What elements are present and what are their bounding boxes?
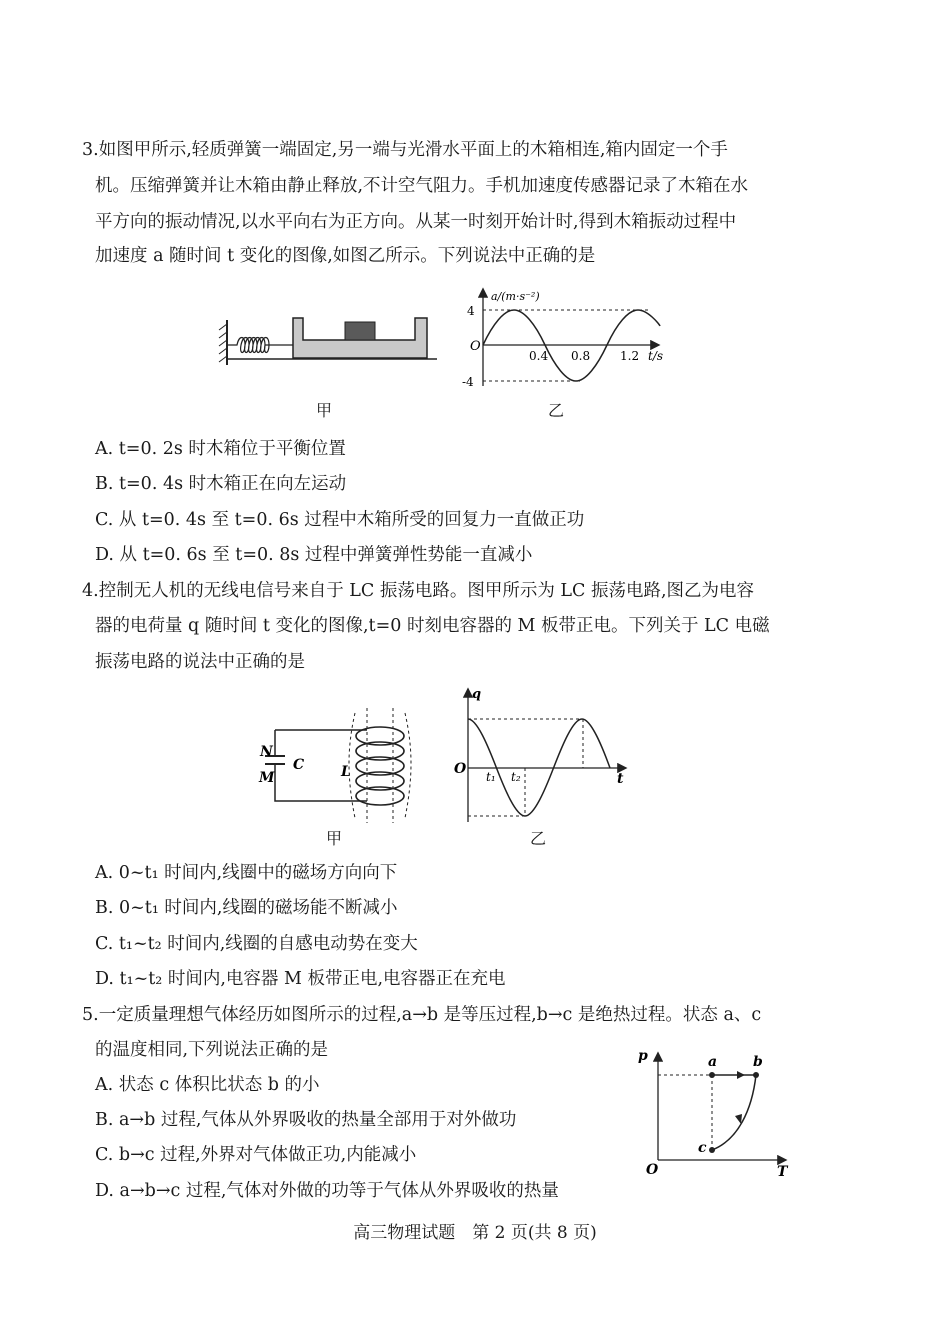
origin-label: O <box>470 339 481 354</box>
q4-option-d[interactable]: D. t₁~t₂ 时间内,电容器 M 板带正电,电容器正在充电 <box>95 969 506 989</box>
x-tick-3: 1.2 <box>620 349 640 363</box>
circuit-wire <box>275 730 367 801</box>
q3-spring-box-figure <box>215 310 440 375</box>
origin-label: O <box>646 1162 659 1178</box>
q3-stem-line-1: 3.如图甲所示,轻质弹簧一端固定,另一端与光滑水平面上的木箱相连,箱内固定一个手 <box>82 140 728 160</box>
y-axis-label: a/(m·s⁻²) <box>491 290 540 303</box>
q5-option-d[interactable]: D. a→b→c 过程,气体对外做的功等于气体从外界吸收的热量 <box>95 1181 559 1201</box>
y-min-label: -4 <box>462 375 474 389</box>
q4-stem-line-1: 4.控制无人机的无线电信号来自于 LC 振荡电路。图甲所示为 LC 振荡电路,图乙为电容 <box>82 581 755 601</box>
page-footer: 高三物理试题 第 2 页(共 8 页) <box>353 1223 597 1243</box>
q3-option-c[interactable]: C. 从 t=0. 4s 至 t=0. 6s 过程中木箱所受的回复力一直做正功 <box>95 510 585 530</box>
q5-option-a[interactable]: A. 状态 c 体积比状态 b 的小 <box>95 1075 320 1095</box>
q4-stem-line-2: 器的电荷量 q 随时间 t 变化的图像,t=0 时刻电容器的 M 板带正电。下列关于 LC 电磁 <box>95 616 770 636</box>
q4-qt-graph <box>450 684 640 824</box>
q3-option-b[interactable]: B. t=0. 4s 时木箱正在向左运动 <box>95 474 347 494</box>
t2-label: t₂ <box>511 770 521 784</box>
label-c: c <box>698 1140 707 1156</box>
q3-option-a[interactable]: A. t=0. 2s 时木箱位于平衡位置 <box>95 439 346 459</box>
q3-stem-line-2: 机。压缩弹簧并让木箱由静止释放,不计空气阻力。手机加速度传感器记录了木箱在水 <box>95 176 749 196</box>
q5-stem-line-1: 5.一定质量理想气体经历如图所示的过程,a→b 是等压过程,b→c 是绝热过程。状态 a、c <box>82 1005 762 1025</box>
y-axis-label: p <box>638 1048 648 1064</box>
label-a: a <box>708 1054 718 1070</box>
q3-option-d[interactable]: D. 从 t=0. 6s 至 t=0. 8s 过程中弹簧弹性势能一直减小 <box>95 545 533 565</box>
q3-caption-b: 乙 <box>548 401 565 420</box>
q5-option-c[interactable]: C. b→c 过程,外界对气体做正功,内能减小 <box>95 1145 417 1165</box>
label-b: b <box>753 1054 763 1070</box>
inductor-coil <box>356 727 404 805</box>
q3-stem-line-4: 加速度 a 随时间 t 变化的图像,如图乙所示。下列说法中正确的是 <box>95 246 596 266</box>
y-axis-label: q <box>472 687 482 702</box>
t1-label: t₁ <box>486 770 496 784</box>
bc-process-curve <box>712 1075 756 1150</box>
bc-arrow-icon <box>735 1114 742 1124</box>
x-tick-2: 0.8 <box>571 349 591 363</box>
q5-stem-line-2: 的温度相同,下列说法正确的是 <box>95 1040 329 1060</box>
q5-pT-graph <box>630 1040 790 1180</box>
point-a <box>709 1072 715 1078</box>
inductor-label: L <box>341 764 351 780</box>
q3-stem-line-3: 平方向的振动情况,以水平向右为正方向。从某一时刻开始计时,得到木箱振动过程中 <box>95 212 737 232</box>
phone-block <box>345 322 375 340</box>
q4-caption-b: 乙 <box>530 829 547 848</box>
plate-m-label: M <box>259 770 275 786</box>
q4-lc-circuit <box>255 708 415 823</box>
q5-option-b[interactable]: B. a→b 过程,气体从外界吸收的热量全部用于对外做功 <box>95 1110 517 1130</box>
origin-label: O <box>454 761 467 777</box>
y-max-label: 4 <box>467 304 475 318</box>
spring <box>227 338 293 353</box>
q4-option-a[interactable]: A. 0~t₁ 时间内,线圈中的磁场方向向下 <box>95 863 398 883</box>
q4-option-c[interactable]: C. t₁~t₂ 时间内,线圈的自感电动势在变大 <box>95 934 418 954</box>
q4-caption-a: 甲 <box>326 829 343 848</box>
q3-caption-a: 甲 <box>316 401 333 420</box>
q3-at-graph <box>460 282 670 394</box>
x-axis-label: T <box>777 1164 788 1180</box>
x-axis-label: t <box>617 771 624 787</box>
point-b <box>753 1072 759 1078</box>
x-tick-1: 0.4 <box>529 349 549 363</box>
ab-arrow-icon <box>737 1071 745 1079</box>
x-axis-label: t/s <box>648 349 664 363</box>
plate-n-label: N <box>260 744 273 760</box>
q4-option-b[interactable]: B. 0~t₁ 时间内,线圈的磁场能不断减小 <box>95 898 398 918</box>
q4-stem-line-3: 振荡电路的说法中正确的是 <box>95 652 305 672</box>
capacitor-label: C <box>293 757 305 773</box>
point-c <box>709 1147 715 1153</box>
wall-hatch <box>219 324 227 362</box>
